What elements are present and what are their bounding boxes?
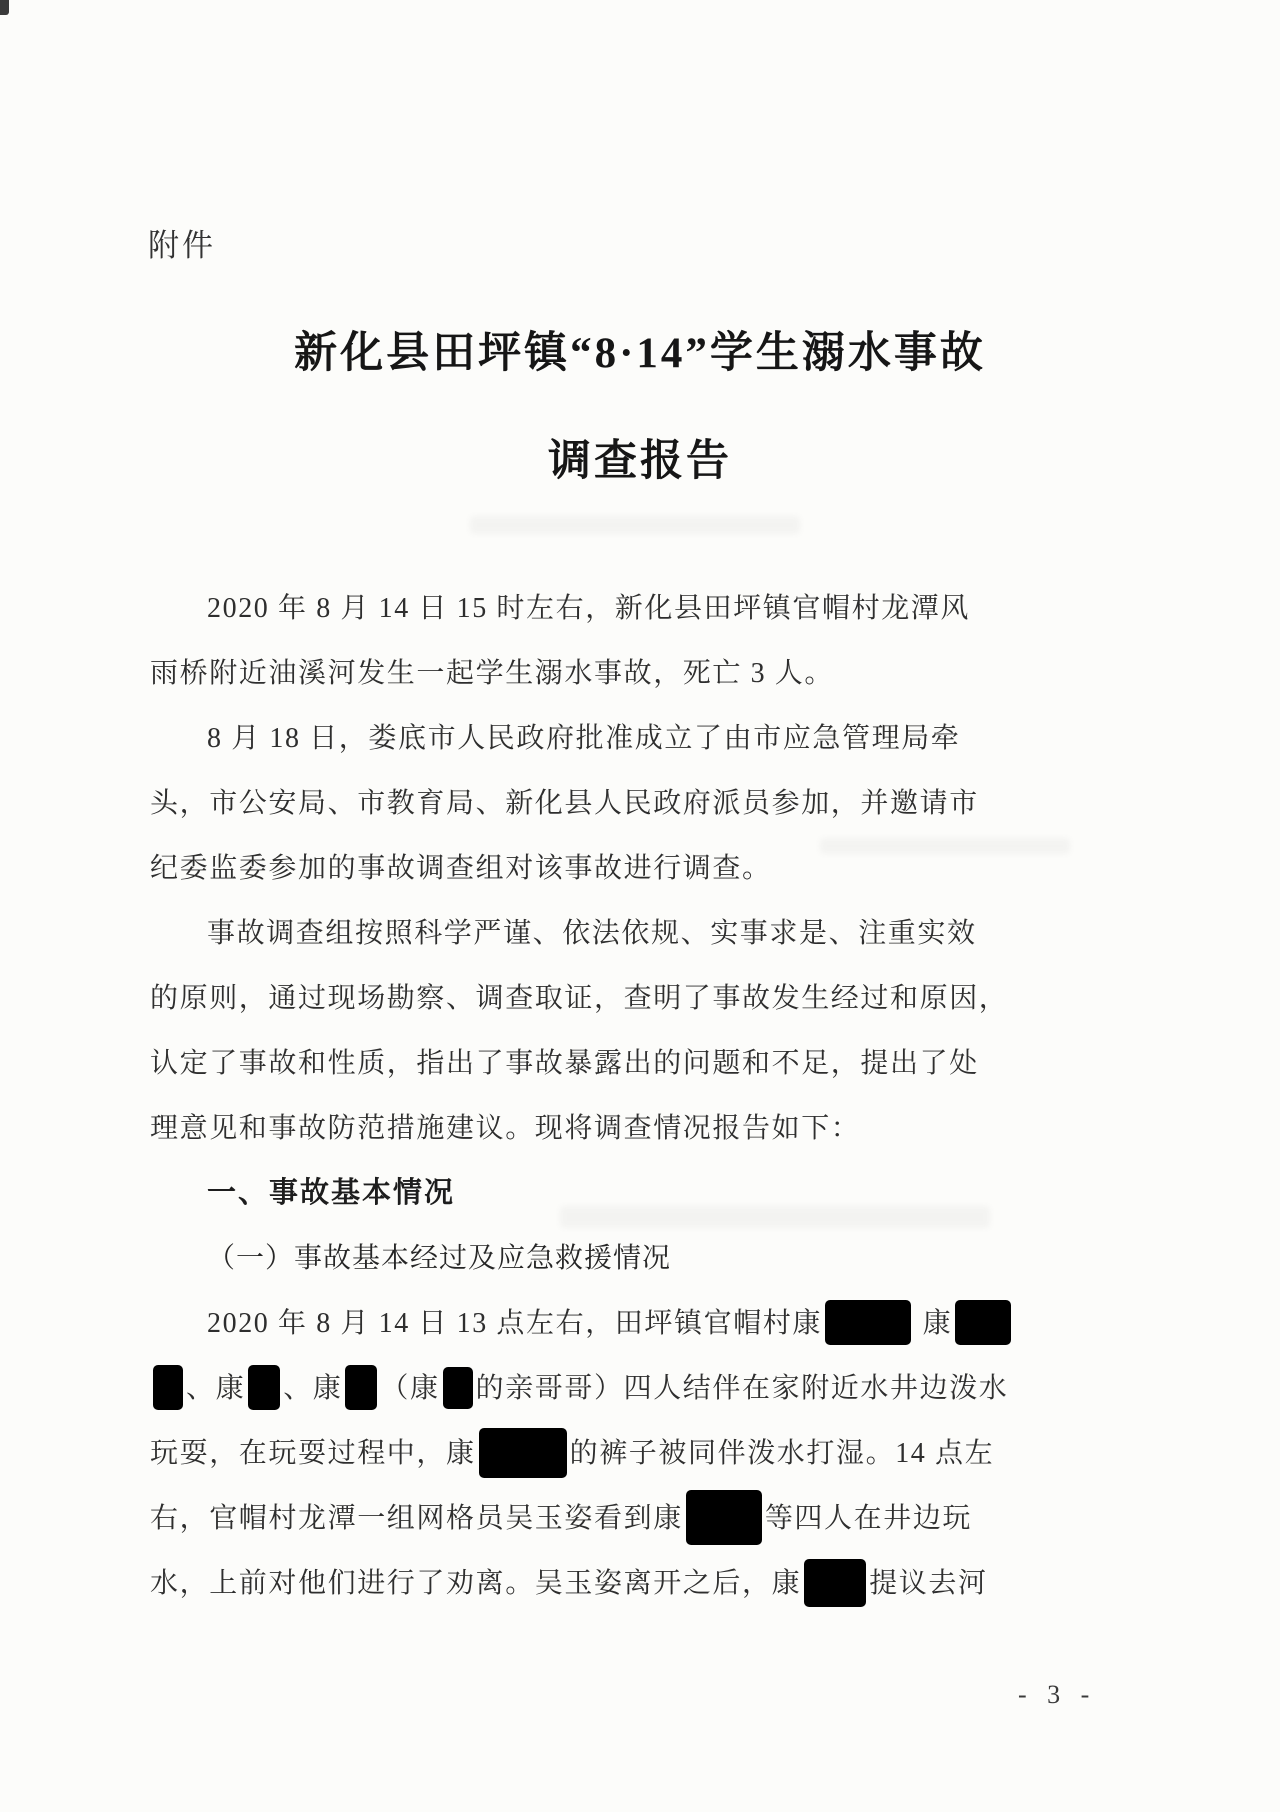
document-title-line2: 调查报告 [548,438,732,485]
para3-line1 [150,901,1140,966]
document-title [0,300,1280,516]
text-segment: 右，官帽村龙潭一组网格员吴玉姿看到康 [150,1503,683,1534]
para2-line2 [150,771,1140,836]
para4-line2 [150,1356,1140,1421]
para4-line3 [150,1421,1140,1486]
text-segment: 纪委监委参加的事故调查组对该事故进行调查。 [150,853,772,884]
redaction-box [479,1428,567,1478]
text-segment: 一、事故基本情况 [207,1177,456,1209]
redaction-box [443,1367,473,1409]
text-segment: （康 [380,1373,440,1404]
text-segment: 雨桥附近油溪河发生一起学生溺水事故，死亡 3 人。 [150,658,835,689]
text-segment: 理意见和事故防范措施建议。现将调查情况报告如下： [150,1113,861,1144]
scan-bleedthrough-artifact [470,516,800,534]
text-segment: 认定了事故和性质，指出了事故暴露出的问题和不足，提出了处 [150,1048,979,1079]
text-segment: 2020 年 8 月 14 日 15 时左右，新化县田坪镇官帽村龙潭风 [207,593,971,624]
text-segment: 的裤子被同伴泼水打湿。14 点左 [569,1438,995,1469]
redaction-box [686,1490,762,1545]
redaction-box [955,1300,1011,1345]
para3-line4 [150,1096,1140,1161]
para4-line5 [150,1551,1140,1616]
redaction-box [248,1365,280,1410]
redaction-box [804,1559,866,1607]
text-segment: 康 [914,1308,953,1339]
text-segment: 玩耍，在玩耍过程中，康 [150,1438,476,1469]
redaction-box [153,1365,183,1410]
para4-line1 [150,1291,1140,1356]
text-segment: 提议去河 [869,1568,988,1599]
para3-line2 [150,966,1140,1031]
para4-line4 [150,1486,1140,1551]
document-title-line1: 新化县田坪镇“8·14”学生溺水事故 [294,330,986,377]
text-segment: （一）事故基本经过及应急救援情况 [207,1243,672,1274]
page-number: - 3 - [1018,1680,1097,1709]
text-segment: 等四人在井边玩 [764,1503,973,1534]
text-segment: 头，市公安局、市教育局、新化县人民政府派员参加，并邀请市 [150,788,979,819]
attachment-label: 附件 [148,228,216,263]
redaction-box [825,1300,911,1345]
heading-1 [150,1161,1140,1226]
scan-corner-speck [0,0,9,15]
redaction-box [345,1365,377,1410]
para2-line1 [150,706,1140,771]
heading-1-1 [150,1226,1140,1291]
text-segment: 8 月 18 日，娄底市人民政府批准成立了由市应急管理局牵 [207,723,961,754]
para1-line2 [150,641,1140,706]
text-segment: 、康 [283,1373,343,1404]
text-segment: 水，上前对他们进行了劝离。吴玉姿离开之后，康 [150,1568,802,1599]
text-segment: 事故调查组按照科学严谨、依法依规、实事求是、注重实效 [207,918,977,949]
text-segment: 、康 [186,1373,246,1404]
document-body [150,576,1140,1616]
para2-line3 [150,836,1140,901]
text-segment: 2020 年 8 月 14 日 13 点左右，田坪镇官帽村康 [207,1308,823,1339]
para1-line1 [150,576,1140,641]
para3-line3 [150,1031,1140,1096]
text-segment: 的亲哥哥）四人结伴在家附近水井边泼水 [475,1373,1009,1404]
text-segment: 的原则，通过现场勘察、调查取证，查明了事故发生经过和原因， [150,983,1009,1014]
